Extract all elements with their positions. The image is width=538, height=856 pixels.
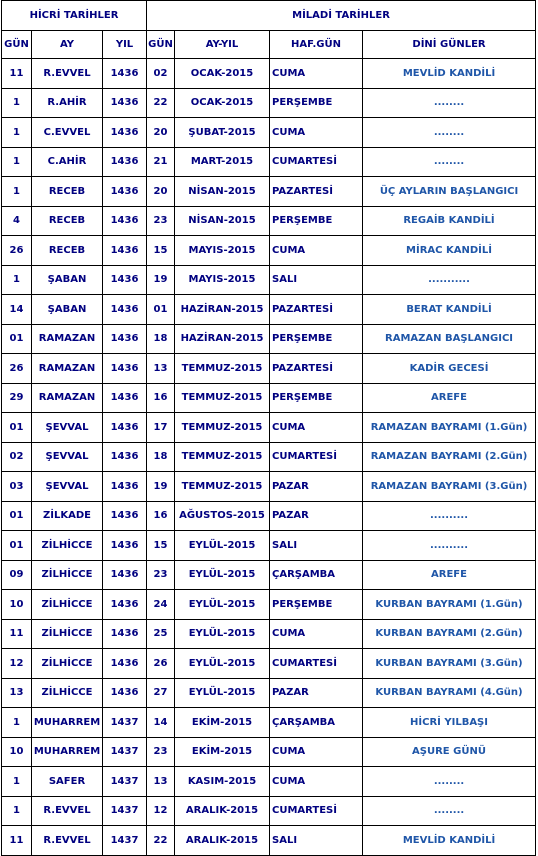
month-year-cell: EYLÜL-2015 (175, 649, 270, 679)
miladi-day-cell: 23 (147, 737, 175, 767)
table-row (2, 708, 536, 738)
hicri-month-cell: ZİLKADE (32, 501, 103, 531)
hicri-day-cell: 01 (2, 531, 32, 561)
weekday-cell: CUMA (270, 737, 363, 767)
hicri-month-cell: SAFER (32, 767, 103, 797)
religious-day-cell: KURBAN BAYRAMI (2.Gün) (363, 619, 536, 649)
table-row (2, 206, 536, 236)
hicri-month-cell: ZİLHİCCE (32, 590, 103, 620)
hicri-month-cell: ZİLHİCCE (32, 560, 103, 590)
miladi-day-cell: 19 (147, 265, 175, 295)
month-year-cell: MART-2015 (175, 147, 270, 177)
month-year-cell: KASIM-2015 (175, 767, 270, 797)
weekday-cell: PERŞEMBE (270, 590, 363, 620)
table-row (2, 560, 536, 590)
month-year-cell: EYLÜL-2015 (175, 678, 270, 708)
table-row (2, 383, 536, 413)
weekday-cell: PAZAR (270, 678, 363, 708)
hicri-year-cell: 1437 (103, 708, 147, 738)
religious-day-cell: ........ (363, 147, 536, 177)
table-row (2, 737, 536, 767)
table-row (2, 767, 536, 797)
hicri-year-cell: 1436 (103, 531, 147, 561)
table-row (2, 590, 536, 620)
religious-day-cell: RAMAZAN BAYRAMI (1.Gün) (363, 413, 536, 443)
miladi-day-cell: 01 (147, 295, 175, 325)
religious-days-table (1, 0, 536, 856)
hicri-day-cell: 01 (2, 501, 32, 531)
hicri-year-cell: 1436 (103, 236, 147, 266)
religious-day-cell: .......... (363, 531, 536, 561)
hicri-year-cell: 1436 (103, 206, 147, 236)
table-row (2, 236, 536, 266)
miladi-day-cell: 22 (147, 88, 175, 118)
month-year-cell: ARALIK-2015 (175, 826, 270, 856)
religious-day-cell: KADİR GECESİ (363, 354, 536, 384)
table-row (2, 826, 536, 856)
weekday-cell: PAZAR (270, 472, 363, 502)
hicri-year-cell: 1436 (103, 354, 147, 384)
weekday-cell: CUMARTESİ (270, 147, 363, 177)
religious-day-cell: MEVLİD KANDİLİ (363, 59, 536, 89)
hicri-month-cell: MUHARREM (32, 708, 103, 738)
hicri-day-cell: 1 (2, 767, 32, 797)
hicri-month-cell: ZİLHİCCE (32, 649, 103, 679)
month-year-cell: OCAK-2015 (175, 88, 270, 118)
weekday-cell: ÇARŞAMBA (270, 560, 363, 590)
table-row (2, 265, 536, 295)
hicri-day-cell: 01 (2, 413, 32, 443)
hicri-day-cell: 4 (2, 206, 32, 236)
miladi-day-cell: 23 (147, 206, 175, 236)
col-header-hicri-month: AY (32, 31, 103, 59)
weekday-cell: PAZARTESİ (270, 354, 363, 384)
religious-day-cell: KURBAN BAYRAMI (4.Gün) (363, 678, 536, 708)
hicri-year-cell: 1436 (103, 88, 147, 118)
table-row (2, 324, 536, 354)
month-year-cell: TEMMUZ-2015 (175, 442, 270, 472)
hicri-year-cell: 1437 (103, 826, 147, 856)
hicri-month-cell: ŞEVVAL (32, 413, 103, 443)
hicri-month-cell: ŞEVVAL (32, 472, 103, 502)
table-row (2, 147, 536, 177)
hicri-month-cell: R.AHİR (32, 88, 103, 118)
month-year-cell: NİSAN-2015 (175, 206, 270, 236)
hicri-month-cell: R.EVVEL (32, 826, 103, 856)
hicri-day-cell: 10 (2, 590, 32, 620)
hicri-month-cell: ŞABAN (32, 295, 103, 325)
hicri-day-cell: 12 (2, 649, 32, 679)
table-row (2, 295, 536, 325)
religious-day-cell: KURBAN BAYRAMI (3.Gün) (363, 649, 536, 679)
weekday-cell: PERŞEMBE (270, 383, 363, 413)
hicri-day-cell: 11 (2, 59, 32, 89)
hicri-day-cell: 13 (2, 678, 32, 708)
month-year-cell: HAZİRAN-2015 (175, 295, 270, 325)
religious-day-cell: REGAİB KANDİLİ (363, 206, 536, 236)
month-year-cell: ARALIK-2015 (175, 796, 270, 826)
miladi-day-cell: 14 (147, 708, 175, 738)
miladi-day-cell: 23 (147, 560, 175, 590)
hicri-month-cell: RAMAZAN (32, 383, 103, 413)
table-row (2, 59, 536, 89)
col-header-religious-days: DİNİ GÜNLER (363, 31, 536, 59)
hicri-month-cell: ŞEVVAL (32, 442, 103, 472)
col-header-weekday: HAF.GÜN (270, 31, 363, 59)
col-header-month-year: AY-YIL (175, 31, 270, 59)
hicri-year-cell: 1436 (103, 413, 147, 443)
month-year-cell: MAYIS-2015 (175, 265, 270, 295)
weekday-cell: ÇARŞAMBA (270, 708, 363, 738)
hicri-day-cell: 1 (2, 796, 32, 826)
religious-day-cell: KURBAN BAYRAMI (1.Gün) (363, 590, 536, 620)
table-row (2, 649, 536, 679)
hicri-year-cell: 1436 (103, 265, 147, 295)
hicri-year-cell: 1436 (103, 59, 147, 89)
religious-day-cell: ÜÇ AYLARIN BAŞLANGICI (363, 177, 536, 207)
month-year-cell: TEMMUZ-2015 (175, 472, 270, 502)
miladi-day-cell: 12 (147, 796, 175, 826)
month-year-cell: OCAK-2015 (175, 59, 270, 89)
weekday-cell: CUMARTESİ (270, 649, 363, 679)
hicri-month-cell: MUHARREM (32, 737, 103, 767)
month-year-cell: EKİM-2015 (175, 737, 270, 767)
hicri-month-cell: RECEB (32, 236, 103, 266)
religious-day-cell: RAMAZAN BAŞLANGICI (363, 324, 536, 354)
col-header-hicri-day: GÜN (2, 31, 32, 59)
col-header-hicri-year: YIL (103, 31, 147, 59)
religious-day-cell: AŞURE GÜNÜ (363, 737, 536, 767)
table-row (2, 472, 536, 502)
hicri-header: HİCRİ TARİHLER (2, 1, 147, 31)
hicri-month-cell: ZİLHİCCE (32, 619, 103, 649)
miladi-day-cell: 25 (147, 619, 175, 649)
hicri-month-cell: ŞABAN (32, 265, 103, 295)
miladi-day-cell: 13 (147, 354, 175, 384)
weekday-cell: PERŞEMBE (270, 324, 363, 354)
month-year-cell: MAYIS-2015 (175, 236, 270, 266)
weekday-cell: SALI (270, 531, 363, 561)
hicri-month-cell: ZİLHİCCE (32, 678, 103, 708)
table-row (2, 531, 536, 561)
table-row (2, 354, 536, 384)
hicri-month-cell: RECEB (32, 177, 103, 207)
hicri-month-cell: ZİLHİCCE (32, 531, 103, 561)
miladi-day-cell: 15 (147, 531, 175, 561)
hicri-day-cell: 02 (2, 442, 32, 472)
miladi-day-cell: 24 (147, 590, 175, 620)
hicri-day-cell: 10 (2, 737, 32, 767)
religious-day-cell: AREFE (363, 560, 536, 590)
religious-day-cell: AREFE (363, 383, 536, 413)
hicri-day-cell: 11 (2, 619, 32, 649)
table-row (2, 177, 536, 207)
weekday-cell: CUMA (270, 413, 363, 443)
miladi-day-cell: 16 (147, 383, 175, 413)
hicri-day-cell: 1 (2, 265, 32, 295)
weekday-cell: PAZAR (270, 501, 363, 531)
miladi-day-cell: 19 (147, 472, 175, 502)
hicri-month-cell: RAMAZAN (32, 354, 103, 384)
miladi-day-cell: 20 (147, 118, 175, 148)
weekday-cell: PERŞEMBE (270, 88, 363, 118)
religious-day-cell: MİRAC KANDİLİ (363, 236, 536, 266)
weekday-cell: PAZARTESİ (270, 295, 363, 325)
hicri-year-cell: 1436 (103, 324, 147, 354)
miladi-day-cell: 26 (147, 649, 175, 679)
hicri-year-cell: 1436 (103, 118, 147, 148)
miladi-day-cell: 21 (147, 147, 175, 177)
religious-day-cell: ........ (363, 767, 536, 797)
hicri-year-cell: 1436 (103, 590, 147, 620)
weekday-cell: CUMA (270, 118, 363, 148)
weekday-cell: CUMA (270, 767, 363, 797)
hicri-day-cell: 14 (2, 295, 32, 325)
hicri-year-cell: 1436 (103, 472, 147, 502)
hicri-day-cell: 26 (2, 354, 32, 384)
hicri-day-cell: 1 (2, 708, 32, 738)
hicri-day-cell: 29 (2, 383, 32, 413)
miladi-day-cell: 18 (147, 324, 175, 354)
hicri-month-cell: C.AHİR (32, 147, 103, 177)
table-row (2, 442, 536, 472)
miladi-day-cell: 20 (147, 177, 175, 207)
hicri-year-cell: 1436 (103, 147, 147, 177)
hicri-month-cell: C.EVVEL (32, 118, 103, 148)
hicri-year-cell: 1437 (103, 796, 147, 826)
hicri-year-cell: 1436 (103, 649, 147, 679)
hicri-year-cell: 1436 (103, 560, 147, 590)
month-year-cell: HAZİRAN-2015 (175, 324, 270, 354)
hicri-month-cell: R.EVVEL (32, 796, 103, 826)
month-year-cell: TEMMUZ-2015 (175, 413, 270, 443)
hicri-year-cell: 1436 (103, 678, 147, 708)
religious-day-cell: ........ (363, 796, 536, 826)
table-row (2, 413, 536, 443)
hicri-day-cell: 1 (2, 88, 32, 118)
month-year-cell: EYLÜL-2015 (175, 531, 270, 561)
hicri-year-cell: 1436 (103, 501, 147, 531)
religious-day-cell: HİCRİ YILBAŞI (363, 708, 536, 738)
table-row (2, 619, 536, 649)
hicri-month-cell: RECEB (32, 206, 103, 236)
month-year-cell: EKİM-2015 (175, 708, 270, 738)
hicri-year-cell: 1437 (103, 737, 147, 767)
religious-day-cell: ........ (363, 88, 536, 118)
weekday-cell: CUMARTESİ (270, 442, 363, 472)
month-year-cell: NİSAN-2015 (175, 177, 270, 207)
hicri-day-cell: 1 (2, 177, 32, 207)
hicri-day-cell: 03 (2, 472, 32, 502)
weekday-cell: PAZARTESİ (270, 177, 363, 207)
weekday-cell: CUMA (270, 236, 363, 266)
religious-day-cell: RAMAZAN BAYRAMI (3.Gün) (363, 472, 536, 502)
col-header-miladi-day: GÜN (147, 31, 175, 59)
religious-day-cell: ........ (363, 118, 536, 148)
religious-day-cell: MEVLİD KANDİLİ (363, 826, 536, 856)
religious-day-cell: .......... (363, 501, 536, 531)
month-year-cell: EYLÜL-2015 (175, 590, 270, 620)
miladi-day-cell: 27 (147, 678, 175, 708)
religious-day-cell: BERAT KANDİLİ (363, 295, 536, 325)
hicri-year-cell: 1437 (103, 767, 147, 797)
hicri-year-cell: 1436 (103, 295, 147, 325)
hicri-day-cell: 01 (2, 324, 32, 354)
table-row (2, 501, 536, 531)
hicri-day-cell: 26 (2, 236, 32, 266)
miladi-day-cell: 16 (147, 501, 175, 531)
miladi-day-cell: 17 (147, 413, 175, 443)
miladi-day-cell: 22 (147, 826, 175, 856)
religious-day-cell: ........... (363, 265, 536, 295)
weekday-cell: SALI (270, 265, 363, 295)
month-year-cell: AĞUSTOS-2015 (175, 501, 270, 531)
hicri-year-cell: 1436 (103, 442, 147, 472)
miladi-day-cell: 13 (147, 767, 175, 797)
hicri-day-cell: 1 (2, 147, 32, 177)
weekday-cell: CUMA (270, 59, 363, 89)
hicri-year-cell: 1436 (103, 177, 147, 207)
table-row (2, 678, 536, 708)
hicri-month-cell: RAMAZAN (32, 324, 103, 354)
weekday-cell: PERŞEMBE (270, 206, 363, 236)
hicri-year-cell: 1436 (103, 383, 147, 413)
month-year-cell: EYLÜL-2015 (175, 560, 270, 590)
miladi-header: MİLADİ TARİHLER (147, 1, 536, 31)
miladi-day-cell: 02 (147, 59, 175, 89)
table-row (2, 88, 536, 118)
weekday-cell: SALI (270, 826, 363, 856)
hicri-day-cell: 1 (2, 118, 32, 148)
religious-day-cell: RAMAZAN BAYRAMI (2.Gün) (363, 442, 536, 472)
hicri-year-cell: 1436 (103, 619, 147, 649)
weekday-cell: CUMARTESİ (270, 796, 363, 826)
hicri-day-cell: 09 (2, 560, 32, 590)
month-year-cell: TEMMUZ-2015 (175, 354, 270, 384)
month-year-cell: TEMMUZ-2015 (175, 383, 270, 413)
weekday-cell: CUMA (270, 619, 363, 649)
month-year-cell: EYLÜL-2015 (175, 619, 270, 649)
table-row (2, 118, 536, 148)
month-year-cell: ŞUBAT-2015 (175, 118, 270, 148)
miladi-day-cell: 15 (147, 236, 175, 266)
hicri-month-cell: R.EVVEL (32, 59, 103, 89)
hicri-day-cell: 11 (2, 826, 32, 856)
miladi-day-cell: 18 (147, 442, 175, 472)
table-row (2, 796, 536, 826)
